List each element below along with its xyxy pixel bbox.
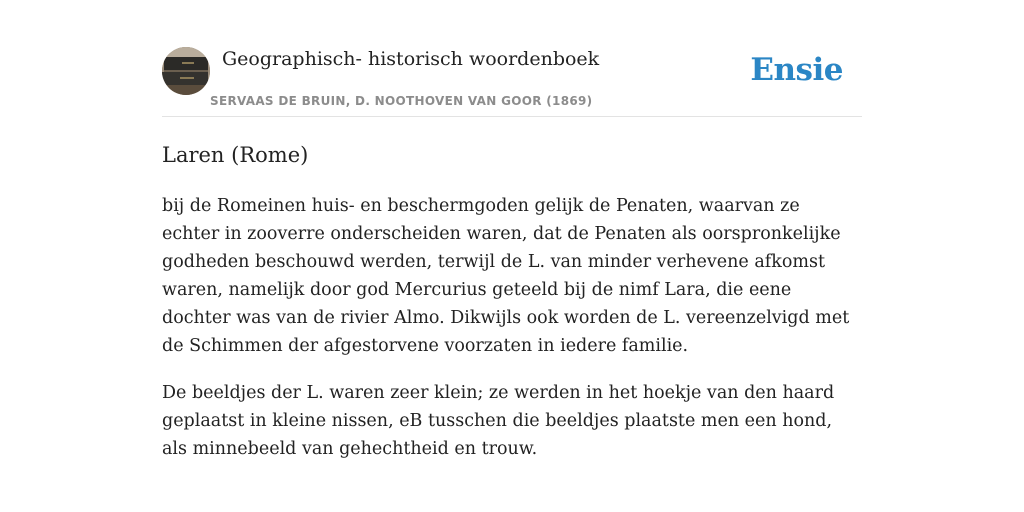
entry-title: Laren (Rome) — [162, 143, 309, 167]
book-cover-icon[interactable] — [162, 47, 210, 95]
entry-paragraph-2: De beeldjes der L. waren zeer klein; ze werden in het hoekje van den haard geplaatst in kleine nissen, eB tusschen die beeldjes plaatste men een hond, als minnebeeld van gehechtheid en trouw. — [162, 383, 835, 459]
entry-body — [162, 192, 862, 482]
page-header — [162, 46, 862, 117]
book-title[interactable]: Geographisch- historisch woordenboek — [222, 48, 600, 70]
ensie-logo[interactable]: Ensie — [750, 52, 843, 88]
book-authors: SERVAAS DE BRUIN, D. NOOTHOVEN VAN GOOR (1869) — [210, 94, 593, 108]
entry-paragraph-1: bij de Romeinen huis- en beschermgoden gelijk de Penaten, waarvan ze echter in zooverre onderscheiden waren, dat de Penaten als oorspronkelijke godheden beschouwd werden, terwijl de L. van minder verhevene afkomst waren, namelijk door god Mercurius geteeld bij de nimf Lara, die eene dochter was van de rivier Almo. Dikwijls ook worden de L. vereenzelvigd met de Schimmen der afgestorvene voorzaten in iedere familie. — [162, 196, 850, 356]
